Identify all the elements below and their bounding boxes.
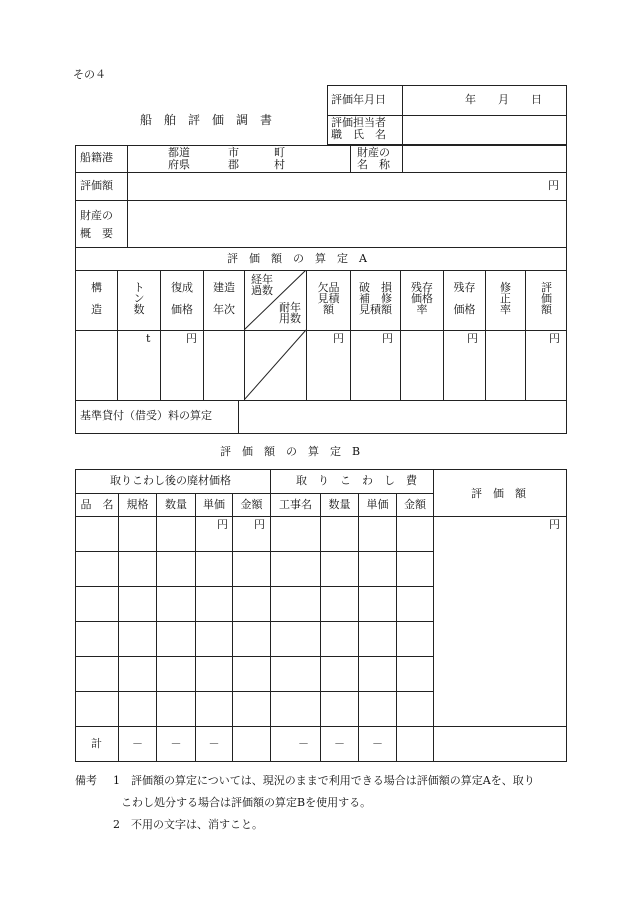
- note-2-text: 不用の文字は、消すこと。: [131, 818, 263, 831]
- section-a-title: 評 価 額 の 算 定 A: [227, 252, 367, 265]
- eval-amount-label: 評価額: [80, 179, 113, 192]
- asset-name-label-2: 名 称: [357, 158, 390, 171]
- col-demo-unit-price: 単価: [366, 498, 389, 511]
- registry-label: 船籍港: [80, 151, 113, 164]
- unit-amount-yen: 円: [254, 518, 265, 531]
- standard-rent-label: 基準貸付（借受）料の算定: [80, 409, 212, 422]
- unit-eval-yen: 円: [549, 332, 560, 345]
- scrap-value-header: 取りこわし後の廃材価格: [110, 474, 231, 487]
- col-header-residual-rate: 残存 価格 率: [411, 281, 433, 316]
- registry-pref-2: 府県: [168, 158, 190, 171]
- col-header-tonnage: ト ン 数: [133, 281, 145, 316]
- notes-label: 備考: [75, 774, 97, 787]
- unit-eval-yen-b: 円: [549, 518, 560, 531]
- note-1-line-1: 評価額の算定については、現況のままで利用できる場合は評価額の算定Aを、取り: [131, 774, 535, 787]
- useful-life-label-2: 用数: [279, 312, 301, 325]
- col-header-reconstruction-price: 復成 価格: [171, 281, 193, 316]
- eval-amount-header: 評 価 額: [471, 487, 526, 500]
- note-2-number: 2: [113, 818, 120, 831]
- total-dash-unit-price: －: [208, 737, 220, 750]
- unit-reconstruction-yen: 円: [186, 332, 197, 345]
- elapsed-years-label-1: 経年: [251, 273, 273, 286]
- asset-name-label-1: 財産の: [357, 146, 390, 159]
- unit-missing-yen: 円: [333, 332, 344, 345]
- col-header-correction-rate: 修 正 率: [500, 281, 511, 316]
- col-header-build-year: 建造 年次: [213, 281, 235, 316]
- document-title: 船 舶 評 価 調 書: [140, 113, 273, 127]
- col-header-eval-amount: 評 価 額: [541, 281, 552, 316]
- total-dash-spec: －: [132, 737, 143, 750]
- demolition-cost-header: 取 り こ わ し 費: [296, 474, 417, 487]
- unit-repair-yen: 円: [382, 332, 393, 345]
- assessor-label-2: 職 氏 名: [331, 128, 386, 141]
- registry-city: 市: [228, 146, 239, 159]
- useful-life-label-1: 耐年: [279, 301, 301, 314]
- col-amount: 金額: [240, 498, 263, 511]
- note-1-line-2: こわし処分する場合は評価額の算定Bを使用する。: [121, 796, 372, 809]
- total-dash-demo-quantity: －: [334, 737, 345, 750]
- col-header-structure: 構 造: [91, 281, 102, 316]
- elapsed-years-label-2: 過数: [251, 284, 273, 297]
- total-dash-quantity: －: [170, 737, 182, 750]
- section-b-title: 評 価 額 の 算 定 B: [220, 445, 361, 458]
- eval-amount-unit: 円: [548, 179, 559, 192]
- registry-gun: 郡: [228, 158, 239, 171]
- col-header-missing-parts: 欠品 見積 額: [317, 281, 340, 316]
- eval-date-label: 評価年月日: [331, 93, 386, 106]
- asset-summary-label-2: 概 要: [80, 227, 113, 240]
- eval-date-value: 年 月 日: [465, 93, 542, 106]
- col-demo-quantity: 数量: [328, 498, 351, 511]
- col-demo-amount: 金額: [404, 498, 426, 511]
- registry-village: 村: [274, 158, 285, 171]
- asset-summary-label-1: 財産の: [80, 209, 113, 222]
- col-spec: 規格: [126, 498, 149, 511]
- col-header-residual-price: 残存 価格: [453, 281, 476, 316]
- col-header-repair-estimate: 破 損 補 修 見積額: [359, 281, 392, 316]
- registry-town: 町: [274, 146, 285, 159]
- total-label: 計: [91, 737, 102, 750]
- unit-residual-yen: 円: [467, 332, 478, 345]
- total-dash-demo-unit-price: －: [372, 737, 383, 750]
- col-item-name: 品 名: [80, 498, 114, 511]
- assessor-label-1: 評価担当者: [331, 116, 386, 129]
- registry-pref-1: 都道: [168, 146, 190, 159]
- col-unit-price: 単価: [203, 498, 225, 511]
- note-1-number: 1: [113, 774, 120, 787]
- total-dash-work: －: [298, 737, 309, 750]
- page-label: その４: [73, 68, 106, 81]
- unit-ton: t: [146, 332, 151, 345]
- unit-price-yen: 円: [217, 518, 228, 531]
- col-quantity: 数量: [165, 498, 187, 511]
- col-work-name: 工事名: [279, 498, 312, 511]
